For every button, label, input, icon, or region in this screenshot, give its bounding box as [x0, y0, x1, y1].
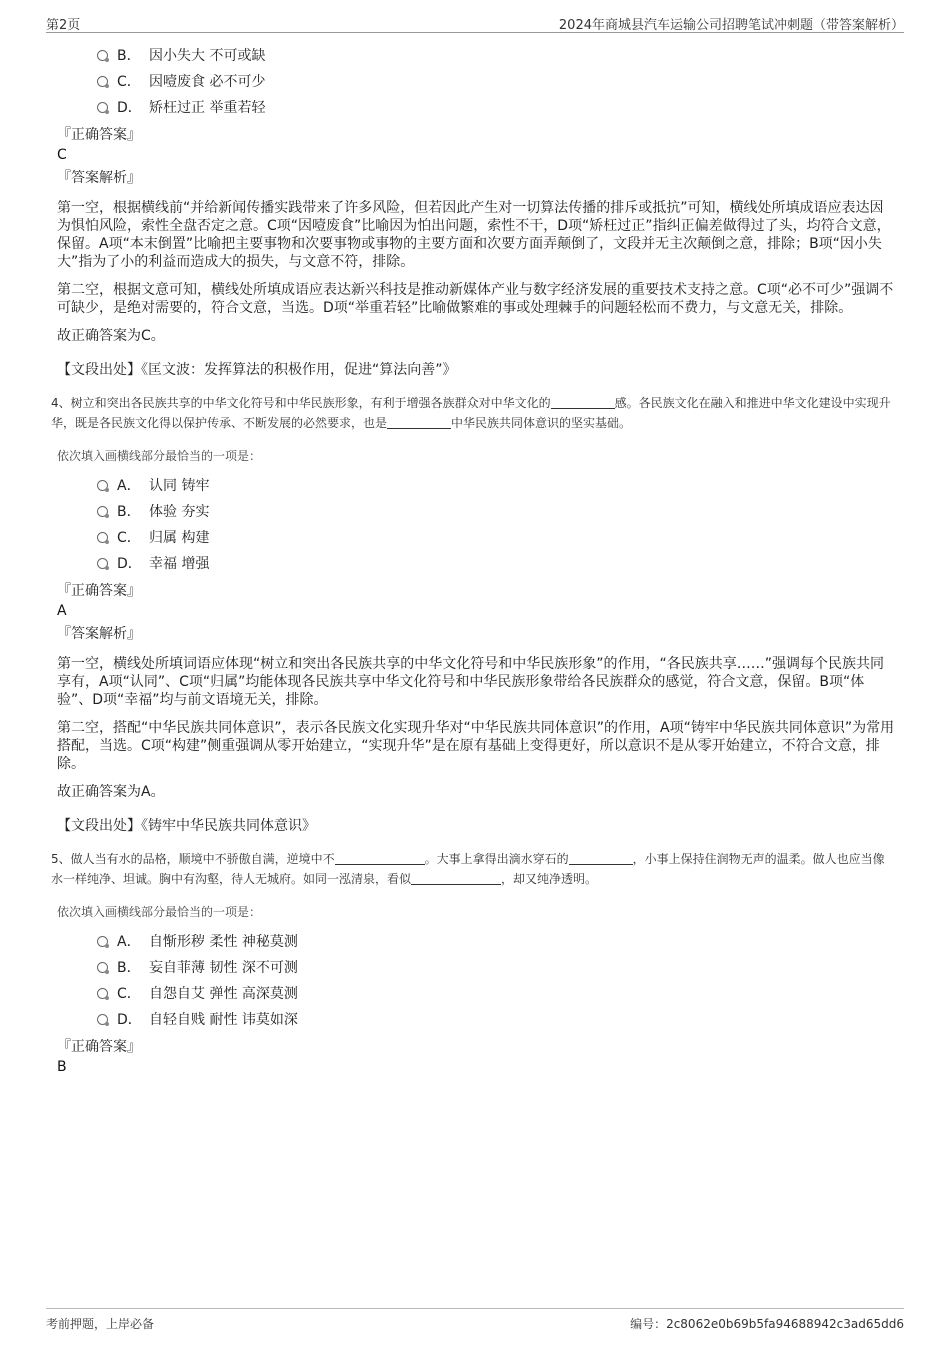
q3-correct-label: 『正确答案』 — [57, 127, 141, 143]
q4-answer: A — [57, 603, 67, 619]
q5-option-c[interactable]: C． 自怨自艾 弹性 高深莫测 — [97, 981, 895, 1007]
q3-answer: C — [57, 147, 67, 163]
page-header — [46, 10, 904, 33]
radio-icon[interactable] — [97, 506, 108, 517]
q3-conclusion: 故正确答案为C。 — [57, 328, 165, 344]
q3-option-b[interactable]: B． 因小失大 不可或缺 — [97, 43, 895, 69]
q5-option-a[interactable]: A． 自惭形秽 柔性 神秘莫测 — [97, 929, 895, 955]
q5-correct-label: 『正确答案』 — [57, 1039, 141, 1055]
blank-2[interactable] — [569, 852, 633, 865]
q4-conclusion: 故正确答案为A。 — [57, 784, 165, 800]
q3-options — [57, 43, 895, 121]
q3-option-d[interactable]: D． 矫枉过正 举重若轻 — [97, 95, 895, 121]
radio-icon[interactable] — [97, 962, 108, 973]
q5-option-d[interactable]: D． 自轻自贱 耐性 讳莫如深 — [97, 1007, 895, 1033]
q4-analysis-label: 『答案解析』 — [57, 626, 141, 642]
radio-icon[interactable] — [97, 1014, 108, 1025]
radio-icon[interactable] — [97, 558, 108, 569]
q5-answer: B — [57, 1059, 67, 1075]
radio-icon[interactable] — [97, 76, 108, 87]
q4-question: 4、树立和突出各民族共享的中华文化符号和中华民族形象，有利于增强各族群众对中华文化的 感。各民族文化在融入和推进中华文化建设中实现升华，既是各民族文化得以保护传承、不断发展的必然要求，也是 中华民族共同体意识的坚实基础。 — [51, 396, 891, 430]
blank-1[interactable] — [335, 852, 425, 865]
q4-analysis-para-1: 第一空，横线处所填词语应体现“树立和突出各民族共享的中华文化符号和中华民族形象”的作用，“各民族共享……”强调每个民族共同享有，A项“认同”、C项“归属”均能体现各民族共享中华文化符号和中华民族形象带给各民族群众的感觉，符合文意，保留。B项“体验”、D项“幸福”均与前文语境无关，排除。 — [57, 656, 885, 708]
radio-icon[interactable] — [97, 936, 108, 947]
page-footer — [46, 1308, 904, 1339]
q3-source: 【文段出处】《匡文波：发挥算法的积极作用，促进“算法向善”》 — [57, 362, 457, 378]
q5-options — [57, 929, 895, 1033]
q4-option-b[interactable]: B． 体验 夯实 — [97, 499, 895, 525]
footer-slogan: 考前押题，上岸必备 — [46, 1317, 155, 1331]
q5-option-b[interactable]: B． 妄自菲薄 韧性 深不可测 — [97, 955, 895, 981]
q3-analysis-para-1: 第一空，根据横线前“并给新闻传播实践带来了许多风险，但若因此产生对一切算法传播的排斥或抵抗”可知，横线处所填成语应表达因为惧怕风险，索性全盘否定之意。C项“因噎废食”比喻因为怕出问题，索性不干，D项“矫枉过正”指纠正偏差做得过了头，均符合文意，保留。A项“本末倒置”比喻把主要事物和次要事物或事物的主要方面和次要方面弄颠倒了，文段并无主次颠倒之意，排除；B项“因小失大”指为了小的利益而造成大的损失，与文意不符，排除。 — [57, 200, 891, 270]
q3-analysis-para-2: 第二空，根据文意可知，横线处所填成语应表达新兴科技是推动新媒体产业与数字经济发展的重要技术支持之意。C项“必不可少”强调不可缺少，是绝对需要的，符合文意，当选。D项“举重若轻”比喻做繁难的事或处理棘手的问题轻松而不费力，与文意无关，排除。 — [57, 282, 894, 316]
q4-options — [57, 473, 895, 577]
q5-question: 5、做人当有水的品格，顺境中不骄傲自满，逆境中不 。大事上拿得出滴水穿石的 ，小事上保持住润物无声的温柔。做人也应当像水一样纯净、坦诚。胸中有沟壑，待人无城府。如同一泓清泉，看似 ，却又纯净透明。 — [51, 852, 885, 886]
document-title: 2024年商城县汽车运输公司招聘笔试冲刺题（带答案解析） — [558, 18, 904, 33]
radio-icon[interactable] — [97, 988, 108, 999]
q3-analysis-label: 『答案解析』 — [57, 170, 141, 186]
document-id: 编号：2c8062e0b69b5fa94688942c3ad65dd6 — [630, 1317, 904, 1331]
q4-option-a[interactable]: A． 认同 铸牢 — [97, 473, 895, 499]
document-body — [51, 40, 895, 1080]
q4-analysis-para-2: 第二空，搭配“中华民族共同体意识”，表示各民族文化实现升华对“中华民族共同体意识”的作用，A项“铸牢中华民族共同体意识”为常用搭配，当选。C项“构建”侧重强调从零开始建立，“实现升华”是在原有基础上变得更好，所以意识不是从零开始建立，不符合文意，排除。 — [57, 720, 895, 772]
page-number: 第2页 — [46, 18, 81, 33]
radio-icon[interactable] — [97, 50, 108, 61]
radio-icon[interactable] — [97, 480, 108, 491]
q5-prompt: 依次填入画横线部分最恰当的一项是： — [57, 905, 262, 919]
q4-prompt: 依次填入画横线部分最恰当的一项是： — [57, 449, 262, 463]
q4-option-d[interactable]: D． 幸福 增强 — [97, 551, 895, 577]
q4-source: 【文段出处】《铸牢中华民族共同体意识》 — [57, 818, 316, 834]
blank-1[interactable] — [551, 396, 615, 409]
radio-icon[interactable] — [97, 532, 108, 543]
radio-icon[interactable] — [97, 102, 108, 113]
q4-option-c[interactable]: C． 归属 构建 — [97, 525, 895, 551]
blank-2[interactable] — [387, 416, 451, 429]
blank-3[interactable] — [411, 872, 501, 885]
q4-correct-label: 『正确答案』 — [57, 583, 141, 599]
q3-option-c[interactable]: C． 因噎废食 必不可少 — [97, 69, 895, 95]
